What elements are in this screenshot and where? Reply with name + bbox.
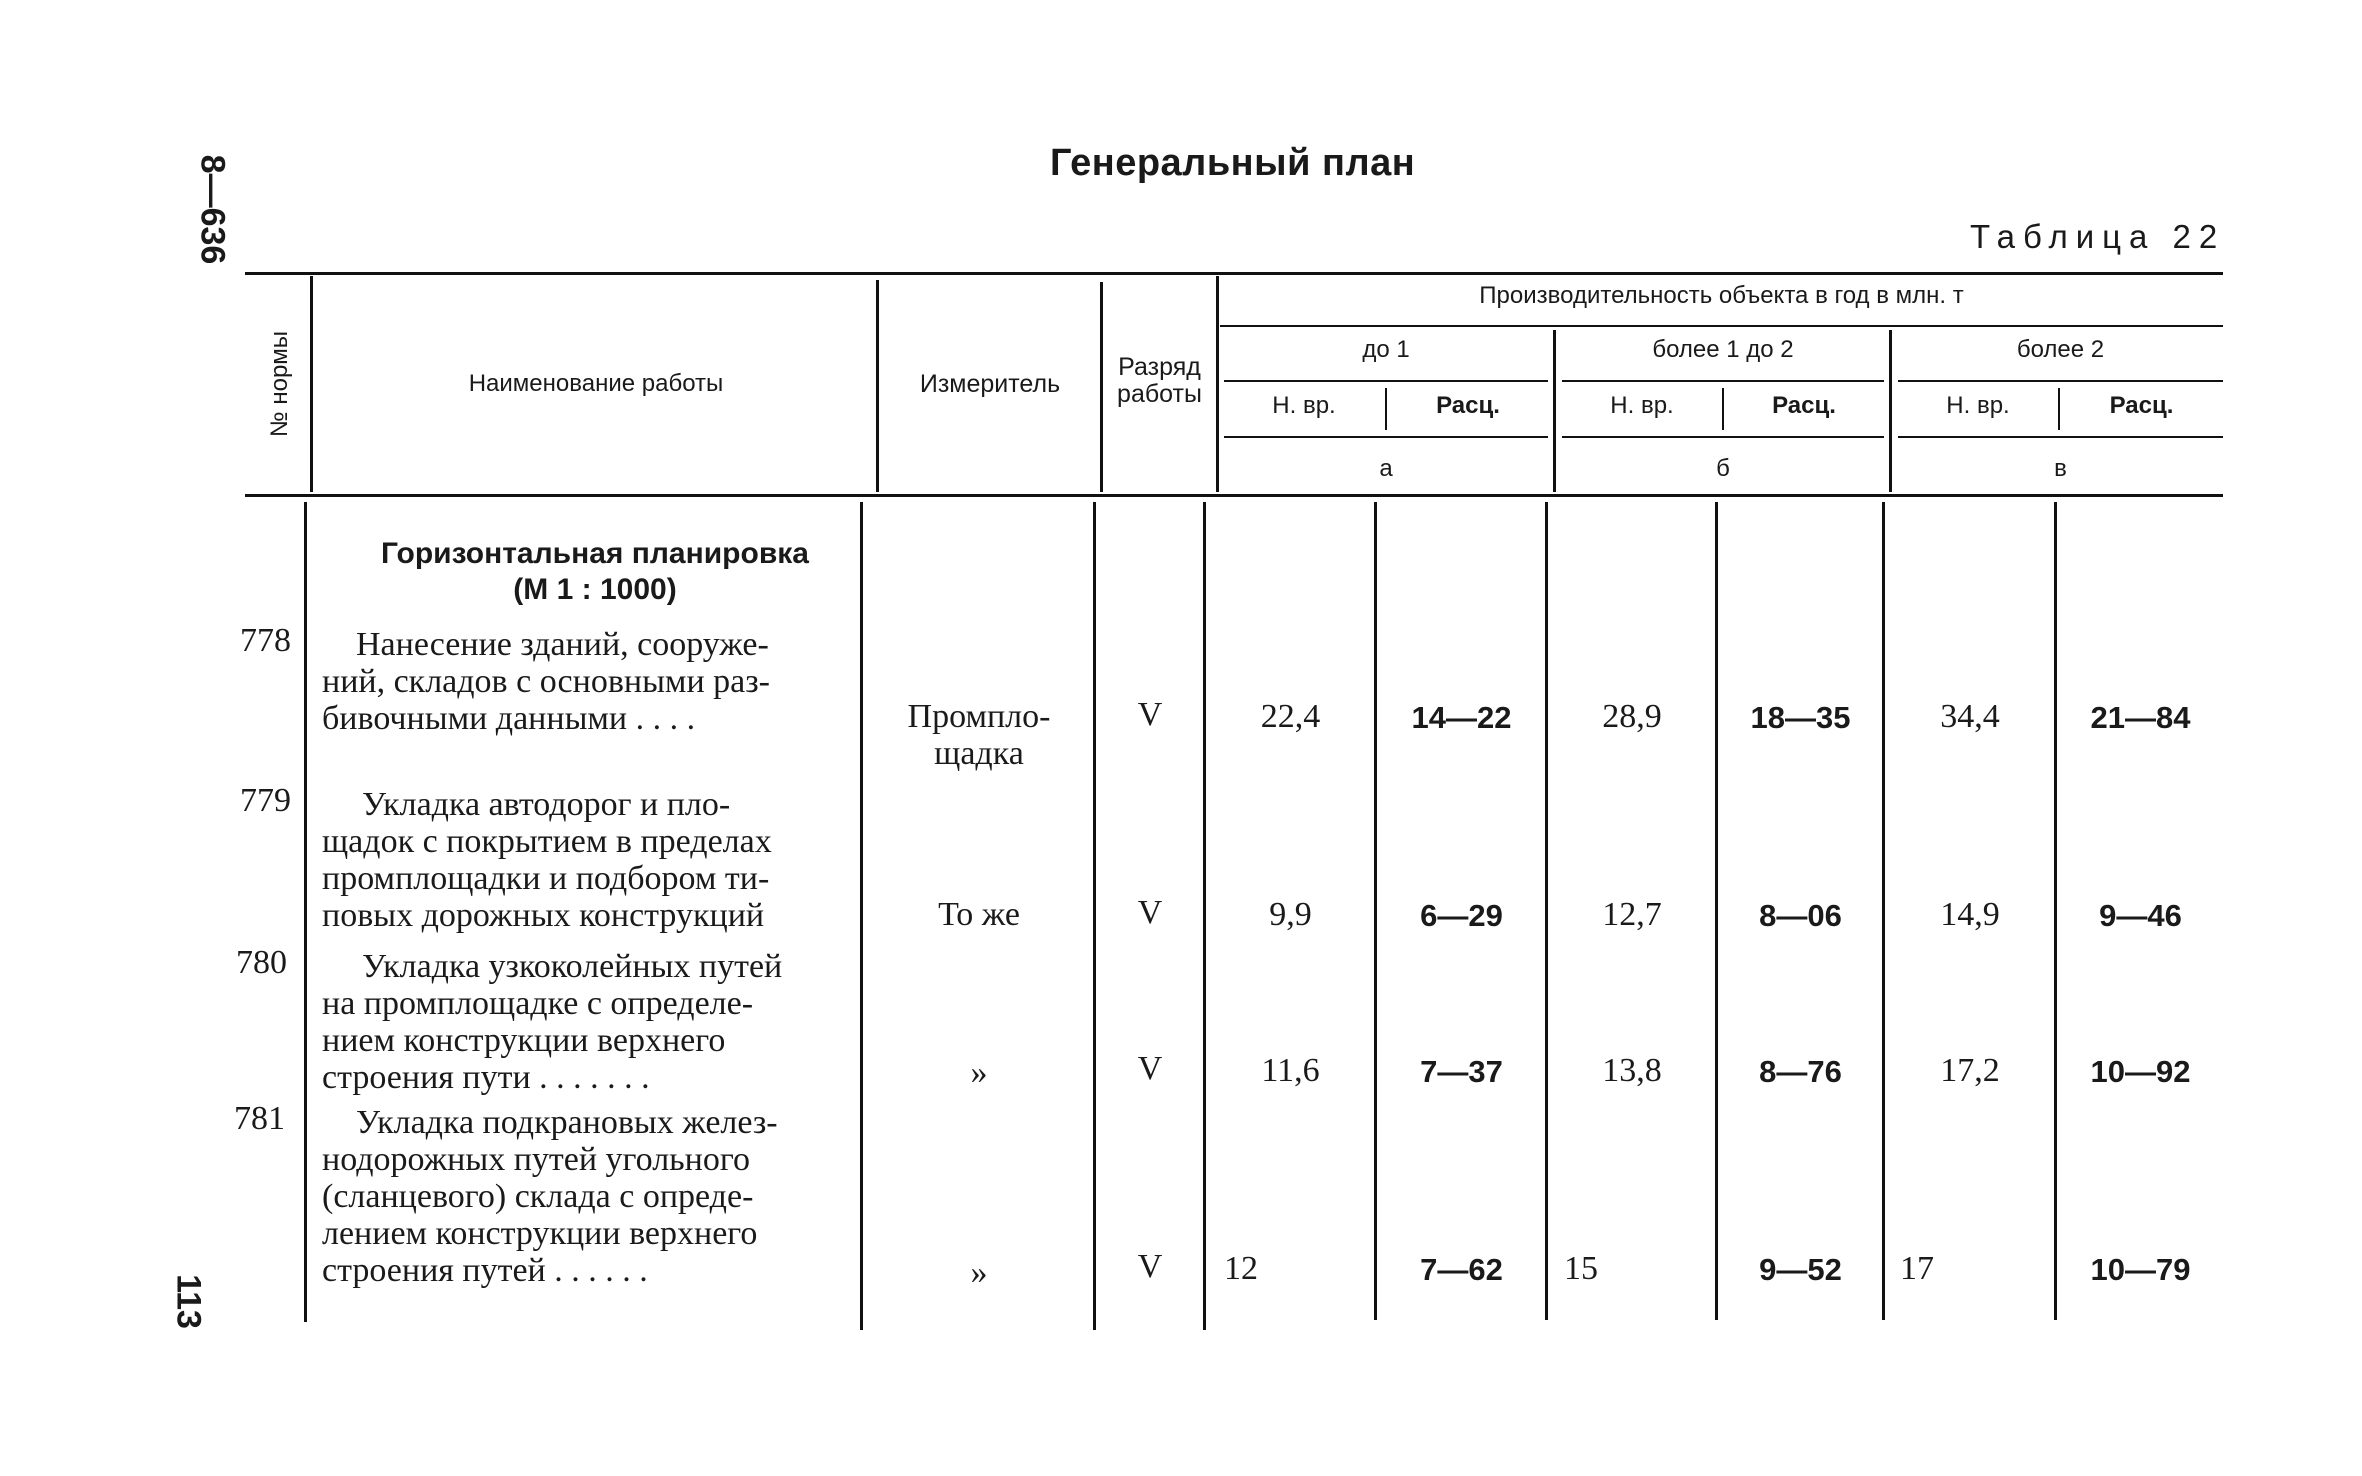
grade-cell: V [1137,894,1163,931]
time-cell-b: 13,8 [1602,1052,1662,1089]
group-letter-b: б [1716,455,1730,482]
sub-rate-c: Расц. [2109,392,2174,419]
group-label-a: до 1 [1362,336,1410,363]
header-grade-2: работы [1117,380,1202,408]
work-name-line: ний, складов с основными раз- [322,663,770,700]
rate-cell-a: 7—62 [1420,1252,1503,1287]
productivity-rule [1220,325,2223,327]
section-scale: (М 1 : 1000) [513,573,677,606]
header-divider [1889,330,1892,492]
rate-cell-b: 8—76 [1759,1054,1842,1089]
body-divider [1203,502,1206,1330]
work-name-line: строения пути . . . . . . . [322,1059,650,1096]
header-norm-number: № нормы [266,330,293,438]
header-divider [1216,276,1219,492]
rate-cell-c: 9—46 [2099,898,2182,933]
norm-number: 780 [236,944,287,981]
group-letter-a: а [1379,455,1393,482]
header-divider [1553,330,1556,492]
table-top-rule [245,272,2223,275]
time-cell-c: 14,9 [1940,896,2000,933]
time-cell-a: 11,6 [1261,1052,1320,1089]
time-cell-a: 22,4 [1260,698,1321,735]
rate-cell-b: 8—06 [1759,898,1842,933]
time-cell-c: 34,4 [1940,698,2000,735]
group-rule-a [1224,380,1548,382]
header-bottom-rule [245,494,2223,497]
work-name-line: Укладка подкрановых желез- [356,1104,778,1141]
work-name-line: Нанесение зданий, сооруже- [356,626,769,663]
unit-cell: То же [938,896,1020,933]
header-productivity: Производительность объекта в год в млн. т [1479,282,1964,309]
work-name-line: строения путей . . . . . . [322,1252,648,1289]
group-label-c: более 2 [2016,336,2105,363]
rate-cell-c: 10—92 [2090,1054,2191,1089]
section-title: Горизонтальная планировка [381,537,809,570]
rate-cell-a: 6—29 [1420,898,1503,933]
unit-cell: Промпло- [907,698,1051,735]
unit-cell: » [970,1054,988,1091]
group-rule-b [1562,380,1884,382]
body-divider [1545,502,1548,1320]
work-name-line: Укладка узкоколейных путей [362,948,783,985]
body-divider [1715,502,1718,1320]
work-name-line: повых дорожных конструкций [322,897,765,934]
rate-cell-c: 21—84 [2090,700,2191,735]
sub-rate-a: Расц. [1436,392,1500,419]
rate-cell-b: 9—52 [1759,1252,1842,1287]
grade-cell: V [1137,1050,1163,1087]
norm-number: 781 [234,1100,285,1137]
margin-code: 8—636 [193,154,232,265]
time-cell-b: 12,7 [1602,896,1662,933]
grade-cell: V [1137,1248,1163,1285]
time-cell-c: 17 [1900,1250,1934,1287]
grade-cell: V [1137,696,1163,733]
norm-number: 779 [240,782,291,819]
work-name-line: нием конструкции верхнего [322,1022,726,1059]
table-label: Таблица 22 [1970,218,2226,255]
body-divider [1374,502,1377,1320]
work-name-line: бивочными данными . . . . [322,700,696,737]
work-name-line: Укладка автодорог и пло- [362,786,731,823]
group-rule-c [1898,380,2223,382]
work-name-line: нодорожных путей угольного [322,1141,750,1178]
time-cell-b: 28,9 [1602,698,1662,735]
rate-cell-a: 14—22 [1411,700,1512,735]
sub-time-b: Н. вр. [1610,392,1674,419]
work-name-line: щадок с покрытием в пределах [322,823,772,860]
header-divider [310,276,313,492]
body-divider [860,502,863,1330]
page-title: Генеральный план [1050,142,1416,184]
header-grade-1: Разряд [1118,353,1201,381]
rate-cell-c: 10—79 [2090,1252,2191,1287]
work-name-line: промплощадки и подбором ти- [322,860,770,897]
body-divider [304,502,307,1322]
sub-time-a: Н. вр. [1272,392,1336,419]
group-label-b: более 1 до 2 [1652,336,1794,363]
sub-rule-a [1224,436,1548,438]
page-number: 113 [169,1274,208,1329]
work-name-line: (сланцевого) склада с опреде- [322,1178,754,1215]
time-cell-b: 15 [1564,1250,1598,1287]
unit-cell: щадка [934,735,1024,772]
header-unit: Измеритель [919,370,1061,398]
norm-number: 778 [240,622,291,659]
time-cell-a: 12 [1224,1250,1258,1287]
rate-cell-b: 18—35 [1750,700,1851,735]
rate-cell-a: 7—37 [1420,1054,1503,1089]
time-cell-a: 9,9 [1269,896,1312,933]
header-work-name: Наименование работы [468,370,724,397]
work-name-line: на промплощадке с определе- [322,985,754,1022]
sub-rate-b: Расц. [1772,392,1836,419]
sub-rule-c [1898,436,2223,438]
unit-cell: » [970,1254,988,1291]
header-subdivider [1385,388,1387,430]
time-cell-c: 17,2 [1940,1052,2000,1089]
body-divider [1882,502,1885,1320]
sub-rule-b [1562,436,1884,438]
group-letter-c: в [2054,455,2067,482]
work-name-line: лением конструкции верхнего [322,1215,758,1252]
sub-time-c: Н. вр. [1946,392,2010,419]
header-divider [876,280,879,492]
body-divider [2054,502,2057,1320]
